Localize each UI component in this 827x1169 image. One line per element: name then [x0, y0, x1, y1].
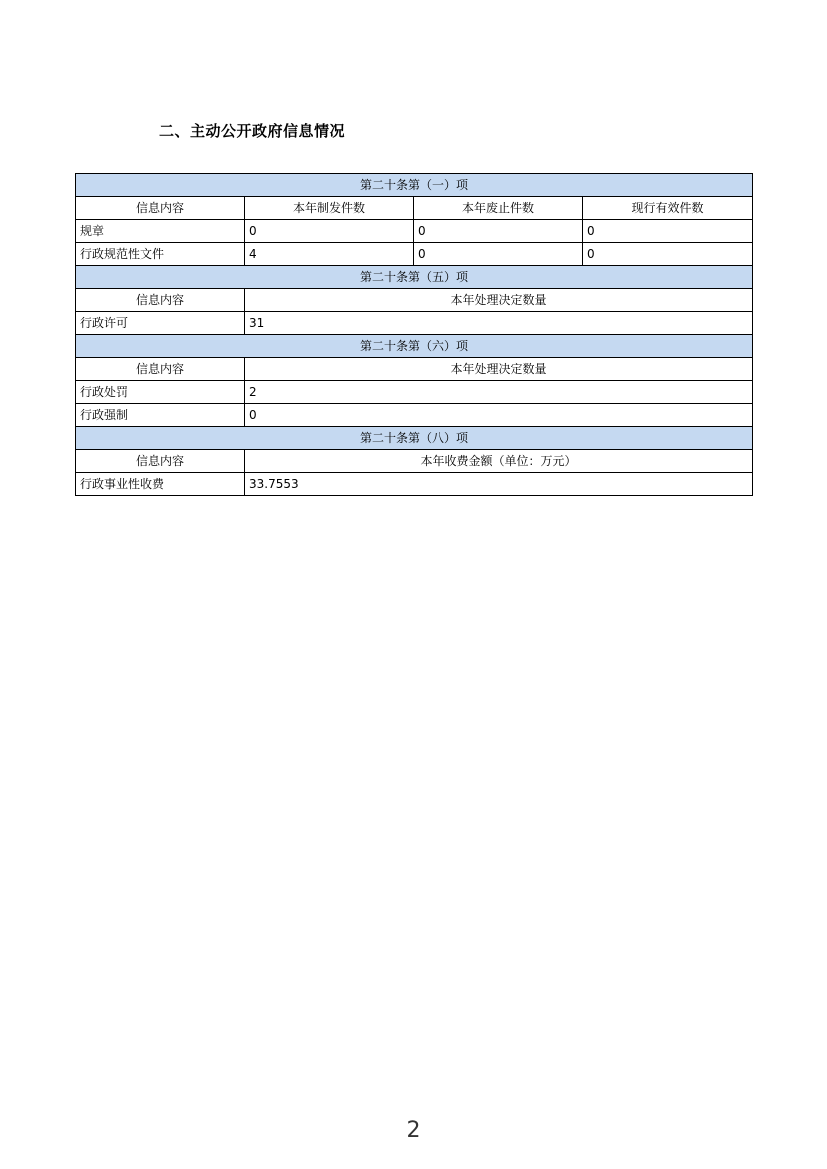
cell-value: 2	[245, 381, 753, 404]
cell-value: 31	[245, 312, 753, 335]
header-row	[76, 358, 753, 381]
row-label: 行政许可	[76, 312, 245, 335]
column-header: 本年处理决定数量	[245, 358, 753, 381]
section-title: 二、主动公开政府信息情况	[159, 122, 346, 140]
disclosure-table	[75, 173, 753, 496]
band-row-art8	[76, 427, 753, 450]
header-row	[76, 197, 753, 220]
column-header: 本年处理决定数量	[245, 289, 753, 312]
cell-value: 0	[583, 243, 753, 266]
column-header: 信息内容	[76, 450, 245, 473]
cell-value: 0	[245, 220, 414, 243]
table-row	[76, 381, 753, 404]
table-row	[76, 473, 753, 496]
column-header: 本年制发件数	[245, 197, 414, 220]
header-row	[76, 450, 753, 473]
cell-value: 0	[414, 243, 583, 266]
row-label: 行政事业性收费	[76, 473, 245, 496]
row-label: 行政处罚	[76, 381, 245, 404]
table-row	[76, 404, 753, 427]
column-header: 信息内容	[76, 289, 245, 312]
column-header: 本年收费金额（单位：万元）	[245, 450, 753, 473]
cell-value: 0	[245, 404, 753, 427]
column-header: 信息内容	[76, 197, 245, 220]
column-header: 本年废止件数	[414, 197, 583, 220]
row-label: 行政规范性文件	[76, 243, 245, 266]
page-number: 2	[406, 1118, 421, 1143]
row-label: 行政强制	[76, 404, 245, 427]
column-header: 现行有效件数	[583, 197, 753, 220]
band-row-art6	[76, 335, 753, 358]
header-row	[76, 289, 753, 312]
cell-value: 4	[245, 243, 414, 266]
row-label: 规章	[76, 220, 245, 243]
table-row	[76, 220, 753, 243]
band-title: 第二十条第（六）项	[76, 335, 753, 358]
table-row	[76, 243, 753, 266]
table-row	[76, 312, 753, 335]
band-title: 第二十条第（八）项	[76, 427, 753, 450]
band-row-art5	[76, 266, 753, 289]
band-title: 第二十条第（一）项	[76, 174, 753, 197]
cell-value: 0	[414, 220, 583, 243]
band-title: 第二十条第（五）项	[76, 266, 753, 289]
cell-value: 33.7553	[245, 473, 753, 496]
band-row-art1	[76, 174, 753, 197]
column-header: 信息内容	[76, 358, 245, 381]
cell-value: 0	[583, 220, 753, 243]
